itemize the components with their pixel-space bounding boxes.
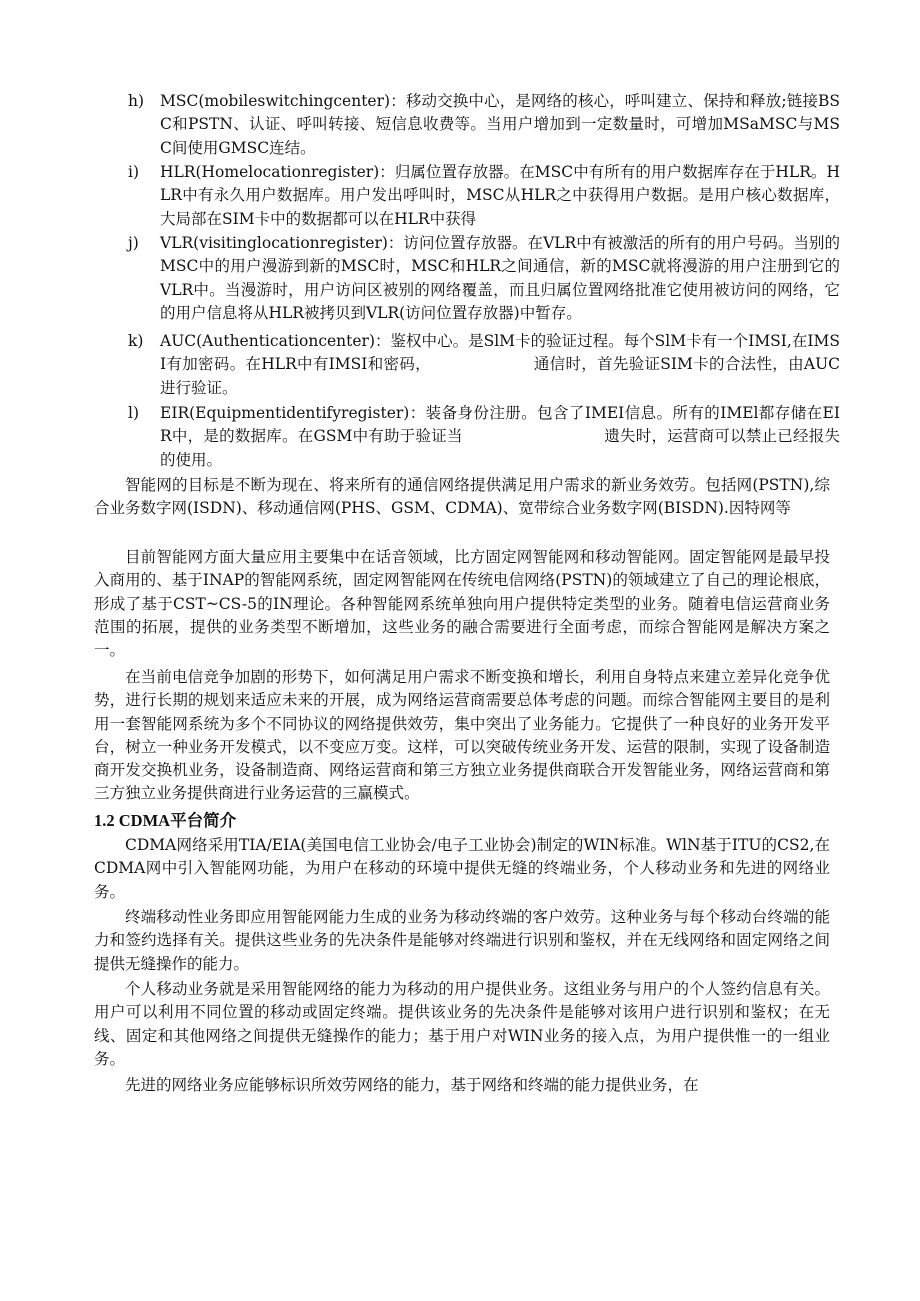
paragraph-competition: 在当前电信竞争加剧的形势下，如何满足用户需求不断变换和增长，利用自身特点来建立差异化竞争优势，进行长期的规划来适应未来的开展，成为网络运营商需要总体考虑的问题。而综合智能网主要目的是利用一套智能网系统为多个不同协议的网络提供效劳，集中突出了业务能力。它提供了一种良好的业务开发平台，树立一种业务开发模式，以不变应万变。这样，可以突破传统业务开发、运营的限制，实现了设备制造商开发交换机业务，设备制造商、网络运营商和第三方独立业务提供商联合开发智能业务，网络运营商和第三方独立业务提供商进行业务运营的三赢模式。	[94, 668, 830, 803]
list-marker: k)	[128, 332, 144, 350]
list-item-text: HLR(Homelocationregister)：归属位置存放器。在MSC中有所有的用户数据库存在于HLR。HLR中有永久用户数据库。用户发出呼叫时，MSC从HLR之中获得用户数据。是用户核心数据库，大局部在SIM卡中的数据都可以在HLR中获得	[160, 163, 840, 228]
paragraph-intelligent-network-applications: 目前智能网方面大量应用主要集中在话音领域，比方固定网智能网和移动智能网。固定智能网是最早投入商用的、基于INAP的智能网系统，固定网智能网在传统电信网络(PSTN)的领域建立了自己的理论根底，形成了基于CST~CS-5的IN理论。各种智能网系统单独向用户提供特定类型的业务。随着电信运营商业务范围的拓展，提供的业务类型不断增加，这些业务的融合需要进行全面考虑，而综合智能网是解决方案之一。	[94, 548, 830, 660]
list-item-text: AUC(Authenticationcenter)：鉴权中心。是SlM卡的验证过程。每个SlM卡有一个IMSI,在IMSI有加密码。在HLR中有IMSI和密码， 通信时，首先验证SIM卡的合法性，由AUC进行验证。	[160, 332, 840, 397]
paragraph-cdma-win: CDMA网络采用TIA/EIA(美国电信工业协会/电子工业协会)制定的WIN标准。WlN基于ITU的CS2,在CDMA网中引入智能网功能，为用户在移动的环境中提供无缝的终端业务，个人移动业务和先进的网络业务。	[94, 836, 830, 901]
list-item-text: VLR(visitinglocationregister)：访问位置存放器。在VLR中有被激活的所有的用户号码。当别的MSC中的用户漫游到新的MSC时，MSC和HLR之间通信，新的MSC就将漫游的用户注册到它的VLR中。当漫游时，用户访问区被别的网络覆盖，而且归属位置网络批准它使用被访问的网络，它的用户信息将从HLR被拷贝到VLR(访问位置存放器)中暂存。	[160, 234, 840, 322]
paragraph-advanced-network: 先进的网络业务应能够标识所效劳网络的能力，基于网络和终端的能力提供业务，在	[125, 1076, 699, 1094]
list-item-text: EIR(Equipmentidentifyregister)：装备身份注册。包含了IMEI信息。所有的IMEl都存储在EIR中，是的数据库。在GSM中有助于验证当 遗失时，运营商可以禁止已经报失 的使用。	[160, 404, 872, 469]
paragraph-terminal-mobility: 终端移动性业务即应用智能网能力生成的业务为移动终端的客户效劳。这种业务与每个移动台终端的能力和签约选择有关。提供这些业务的先决条件是能够对终端进行识别和鉴权，并在无线网络和固定网络之间提供无缝操作的能力。	[94, 908, 830, 973]
list-marker: l)	[128, 404, 140, 422]
list-marker: i)	[128, 163, 140, 181]
list-marker: h)	[128, 92, 145, 110]
paragraph-intelligent-network-goal: 智能网的目标是不断为现在、将来所有的通信网络提供满足用户需求的新业务效劳。包括网(PSTN),综合业务数字网(ISDN)、移动通信网(PHS、GSM、CDMA)、宽带综合业务数字网(BISDN).因特网等	[94, 476, 830, 518]
list-item-text: MSC(mobileswitchingcenter)：移动交换中心，是网络的核心，呼叫建立、保持和释放;链接BSC和PSTN、认证、呼叫转接、短信息收费等。当用户增加到一定数量时，可增加MSaMSC与MSC间使用GMSC连结。	[160, 92, 840, 157]
paragraph-personal-mobility: 个人移动业务就是采用智能网络的能力为移动的用户提供业务。这组业务与用户的个人签约信息有关。用户可以利用不同位置的移动或固定终端。提供该业务的先决条件是能够对该用户进行识别和鉴权；在无线、固定和其他网络之间提供无缝操作的能力；基于用户对WIN业务的接入点，为用户提供惟一的一组业务。	[94, 980, 830, 1068]
section-heading: 1.2 CDMA平台简介	[94, 811, 237, 830]
list-marker: j)	[128, 234, 139, 252]
